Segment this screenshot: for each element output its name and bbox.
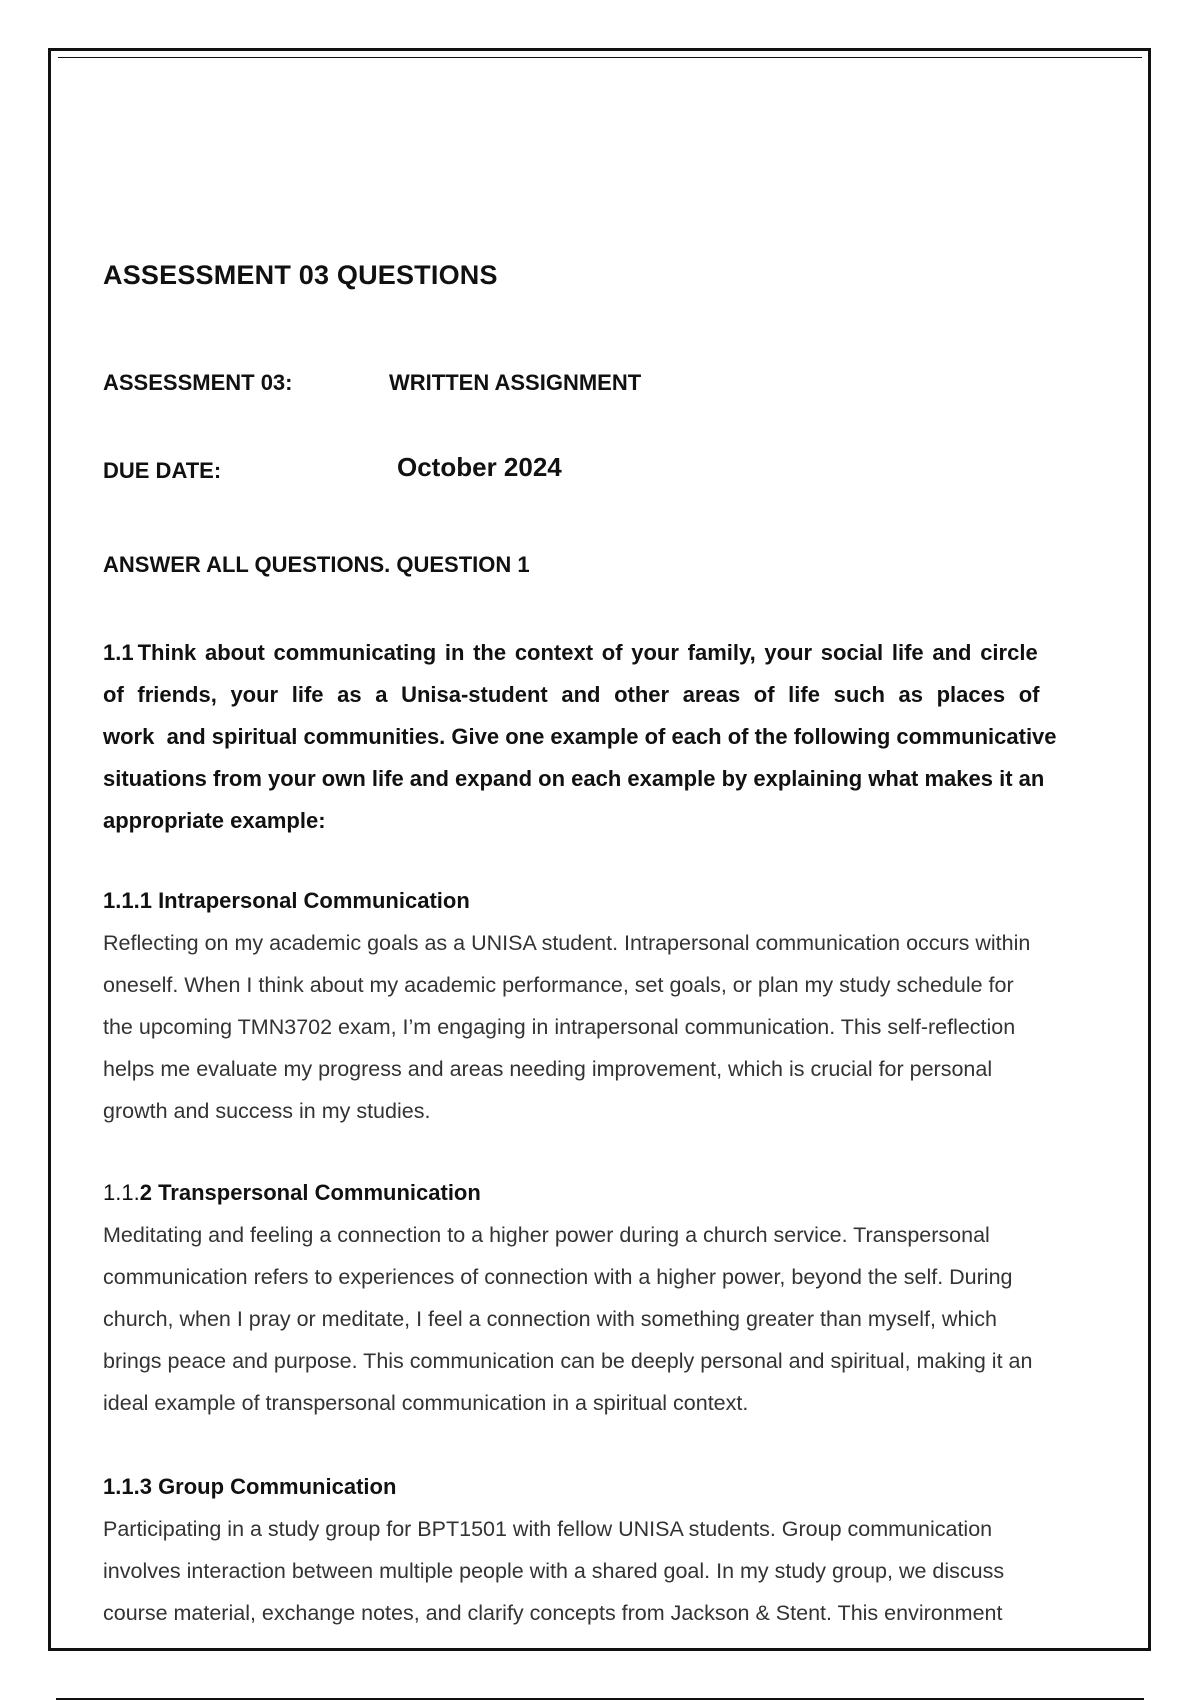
section-heading — [103, 1172, 1148, 1214]
section-body — [103, 922, 1148, 1132]
question-number: 1.1 — [103, 640, 134, 665]
question-1-1 — [103, 632, 1143, 842]
document-title: ASSESSMENT 03 QUESTIONS — [103, 260, 498, 290]
due-date-label: DUE DATE: — [103, 458, 222, 483]
due-date-value: October 2024 — [397, 452, 562, 482]
section-number: 1.1.1 — [103, 888, 152, 913]
assessment-label: ASSESSMENT 03: — [103, 370, 293, 395]
section-number-prefix: 1.1. — [103, 1180, 140, 1205]
body-line: oneself. When I think about my academic performance, set goals, or plan my study schedule for — [103, 973, 1014, 997]
body-line: communication refers to experiences of connection with a higher power, beyond the self. During — [103, 1265, 1013, 1289]
section-title: Transpersonal Communication — [158, 1180, 481, 1205]
instruction-line: ANSWER ALL QUESTIONS. QUESTION 1 — [103, 552, 530, 577]
section-number-suffix: 2 — [139, 1180, 152, 1205]
body-line: Meditating and feeling a connection to a higher power during a church service. Transpersonal — [103, 1223, 990, 1247]
section-intrapersonal — [103, 880, 1148, 1132]
section-heading — [103, 1466, 1148, 1508]
section-title: Intrapersonal Communication — [158, 888, 470, 913]
section-body — [103, 1214, 1148, 1424]
section-number: 1.1.3 — [103, 1474, 152, 1499]
body-line: brings peace and purpose. This communication can be deeply personal and spiritual, making it an — [103, 1349, 1033, 1373]
body-line: course material, exchange notes, and clarify concepts from Jackson & Stent. This environment — [103, 1601, 1003, 1625]
question-1-1-line-4: situations from your own life and expand on each example by explaining what makes it an — [103, 766, 1045, 791]
section-group — [103, 1466, 1148, 1634]
body-line: ideal example of transpersonal communication in a spiritual context. — [103, 1391, 749, 1415]
section-body — [103, 1508, 1148, 1634]
body-line: growth and success in my studies. — [103, 1099, 431, 1123]
body-line: involves interaction between multiple people with a shared goal. In my study group, we discuss — [103, 1559, 1005, 1583]
body-line: Participating in a study group for BPT1501 with fellow UNISA students. Group communication — [103, 1517, 993, 1541]
assessment-value: WRITTEN ASSIGNMENT — [389, 370, 642, 395]
question-1-1-line-2: of friends, your life as a Unisa-student and other areas of life such as places of — [103, 682, 1040, 707]
body-line: the upcoming TMN3702 exam, I’m engaging in intrapersonal communication. This self-reflection — [103, 1015, 1016, 1039]
question-1-1-line-3: work and spiritual communities. Give one example of each of the following communicative — [103, 724, 1057, 749]
question-1-1-line-1 — [103, 632, 1143, 674]
question-text: Think about communicating in the context of your family, your social life and circle — [137, 640, 1038, 665]
body-line: church, when I pray or meditate, I feel a connection with something greater than myself, which — [103, 1307, 997, 1331]
body-line: Reflecting on my academic goals as a UNISA student. Intrapersonal communication occurs within — [103, 931, 1031, 955]
body-line: helps me evaluate my progress and areas needing improvement, which is crucial for personal — [103, 1057, 993, 1081]
question-1-1-line-5: appropriate example: — [103, 808, 326, 833]
section-transpersonal — [103, 1172, 1148, 1424]
section-heading — [103, 880, 1148, 922]
section-title: Group Communication — [158, 1474, 397, 1499]
page-border-inner-top-rule — [58, 57, 1142, 58]
